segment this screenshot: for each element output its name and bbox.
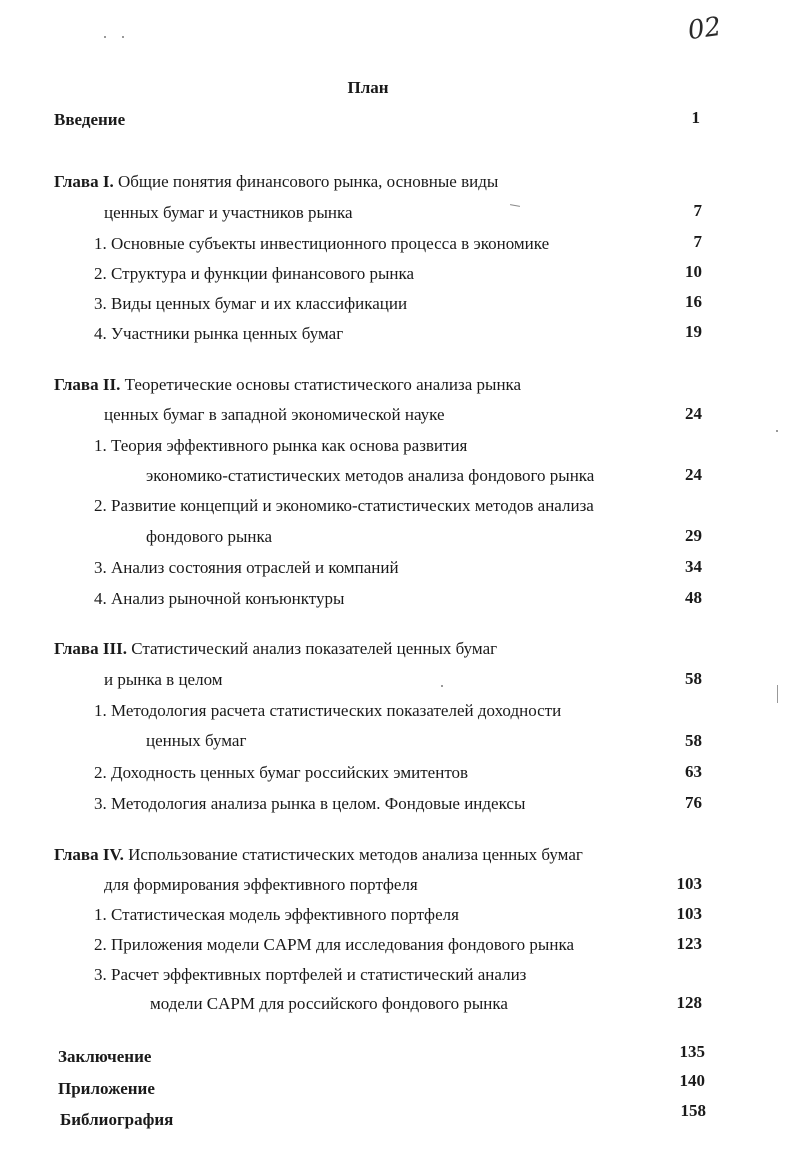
chapter3-title-line2: и рынка в целом — [104, 670, 223, 689]
chapter1-item2: 2. Структура и функции финансового рынка — [94, 264, 415, 283]
stray-mark — [510, 204, 520, 207]
chapter2-item1-page: 24 — [685, 465, 702, 484]
corner-handwritten-mark: 02 — [686, 11, 724, 47]
chapter2-item1-cont: экономико-статистических методов анализа фондового рынка — [146, 466, 595, 485]
chapter2-item2-page: 29 — [685, 526, 702, 545]
chapter3-page: 58 — [685, 669, 702, 688]
page-title: План — [347, 78, 389, 97]
toc-chapter2-heading — [54, 375, 521, 395]
toc-conclusion-page: 135 — [679, 1042, 705, 1061]
toc-chapter3-heading — [54, 639, 497, 659]
chapter1-item1-page: 7 — [693, 232, 702, 251]
toc-bibliography-label: Библиография — [60, 1110, 174, 1129]
chapter1-page: 7 — [693, 201, 702, 220]
chapter4-item2: 2. Приложения модели CAPM для исследования фондового рынка — [94, 935, 574, 954]
chapter1-item3-page: 16 — [685, 292, 702, 311]
chapter1-item3: 3. Виды ценных бумаг и их классификации — [94, 294, 408, 313]
chapter2-item2: 2. Развитие концепций и экономико-статистических методов анализа — [94, 496, 594, 515]
chapter3-prefix: Глава III. — [54, 639, 127, 658]
chapter4-item3-page: 128 — [676, 993, 702, 1012]
scan-speck — [441, 685, 443, 687]
chapter3-item3-page: 76 — [685, 793, 702, 812]
toc-bibliography-page: 158 — [680, 1101, 706, 1120]
chapter1-title-line2: ценных бумаг и участников рынка — [104, 203, 353, 222]
chapter3-item3: 3. Методология анализа рынка в целом. Фондовые индексы — [94, 794, 526, 813]
scan-speck — [776, 430, 778, 432]
chapter4-title-line2: для формирования эффективного портфеля — [104, 875, 418, 894]
chapter3-item2-page: 63 — [685, 762, 702, 781]
toc-chapter1-heading — [54, 172, 498, 192]
chapter1-item4-page: 19 — [685, 322, 702, 341]
scan-speck — [122, 36, 124, 38]
chapter4-item1-page: 103 — [676, 904, 702, 923]
chapter4-item1: 1. Статистическая модель эффективного портфеля — [94, 905, 459, 924]
chapter4-page: 103 — [676, 874, 702, 893]
chapter2-title-line2: ценных бумаг в западной экономической науке — [104, 405, 445, 424]
chapter2-item3: 3. Анализ состояния отраслей и компаний — [94, 558, 399, 577]
toc-appendix-label: Приложение — [58, 1079, 155, 1098]
scan-speck — [104, 36, 106, 38]
chapter2-item4-page: 48 — [685, 588, 702, 607]
chapter3-item1-cont: ценных бумаг — [146, 731, 247, 750]
chapter2-title-line1: Теоретические основы статистического анализа рынка — [124, 375, 522, 394]
chapter2-item4: 4. Анализ рыночной конъюнктуры — [94, 589, 345, 608]
chapter1-title-line1: Общие понятия финансового рынка, основные виды — [117, 172, 499, 191]
chapter3-title-line1: Статистический анализ показателей ценных бумаг — [131, 639, 498, 658]
chapter3-item1-page: 58 — [685, 731, 702, 750]
chapter1-item1: 1. Основные субъекты инвестиционного процесса в экономике — [94, 234, 550, 253]
chapter4-prefix: Глава IV. — [54, 845, 124, 864]
scan-speck — [777, 685, 778, 703]
chapter4-item2-page: 123 — [676, 934, 702, 953]
toc-intro-page: 1 — [691, 108, 700, 127]
chapter2-prefix: Глава II. — [54, 375, 121, 394]
chapter4-title-line1: Использование статистических методов анализа ценных бумаг — [128, 845, 583, 864]
toc-chapter4-heading — [54, 845, 583, 865]
toc-intro-label: Введение — [54, 110, 126, 129]
chapter2-page: 24 — [685, 404, 702, 423]
chapter2-item2-cont: фондового рынка — [146, 527, 273, 546]
chapter2-item3-page: 34 — [685, 557, 702, 576]
chapter4-item3-cont: модели CAPM для российского фондового рынка — [150, 994, 508, 1013]
toc-conclusion-label: Заключение — [58, 1047, 152, 1066]
toc-appendix-page: 140 — [679, 1071, 705, 1090]
chapter3-item2: 2. Доходность ценных бумаг российских эмитентов — [94, 763, 469, 782]
chapter3-item1: 1. Методология расчета статистических показателей доходности — [94, 701, 562, 720]
chapter2-item1: 1. Теория эффективного рынка как основа развития — [94, 436, 468, 455]
chapter1-prefix: Глава I. — [54, 172, 114, 191]
chapter4-item3: 3. Расчет эффективных портфелей и статистический анализ — [94, 965, 527, 984]
chapter1-item4: 4. Участники рынка ценных бумаг — [94, 324, 344, 343]
chapter1-item2-page: 10 — [685, 262, 702, 281]
